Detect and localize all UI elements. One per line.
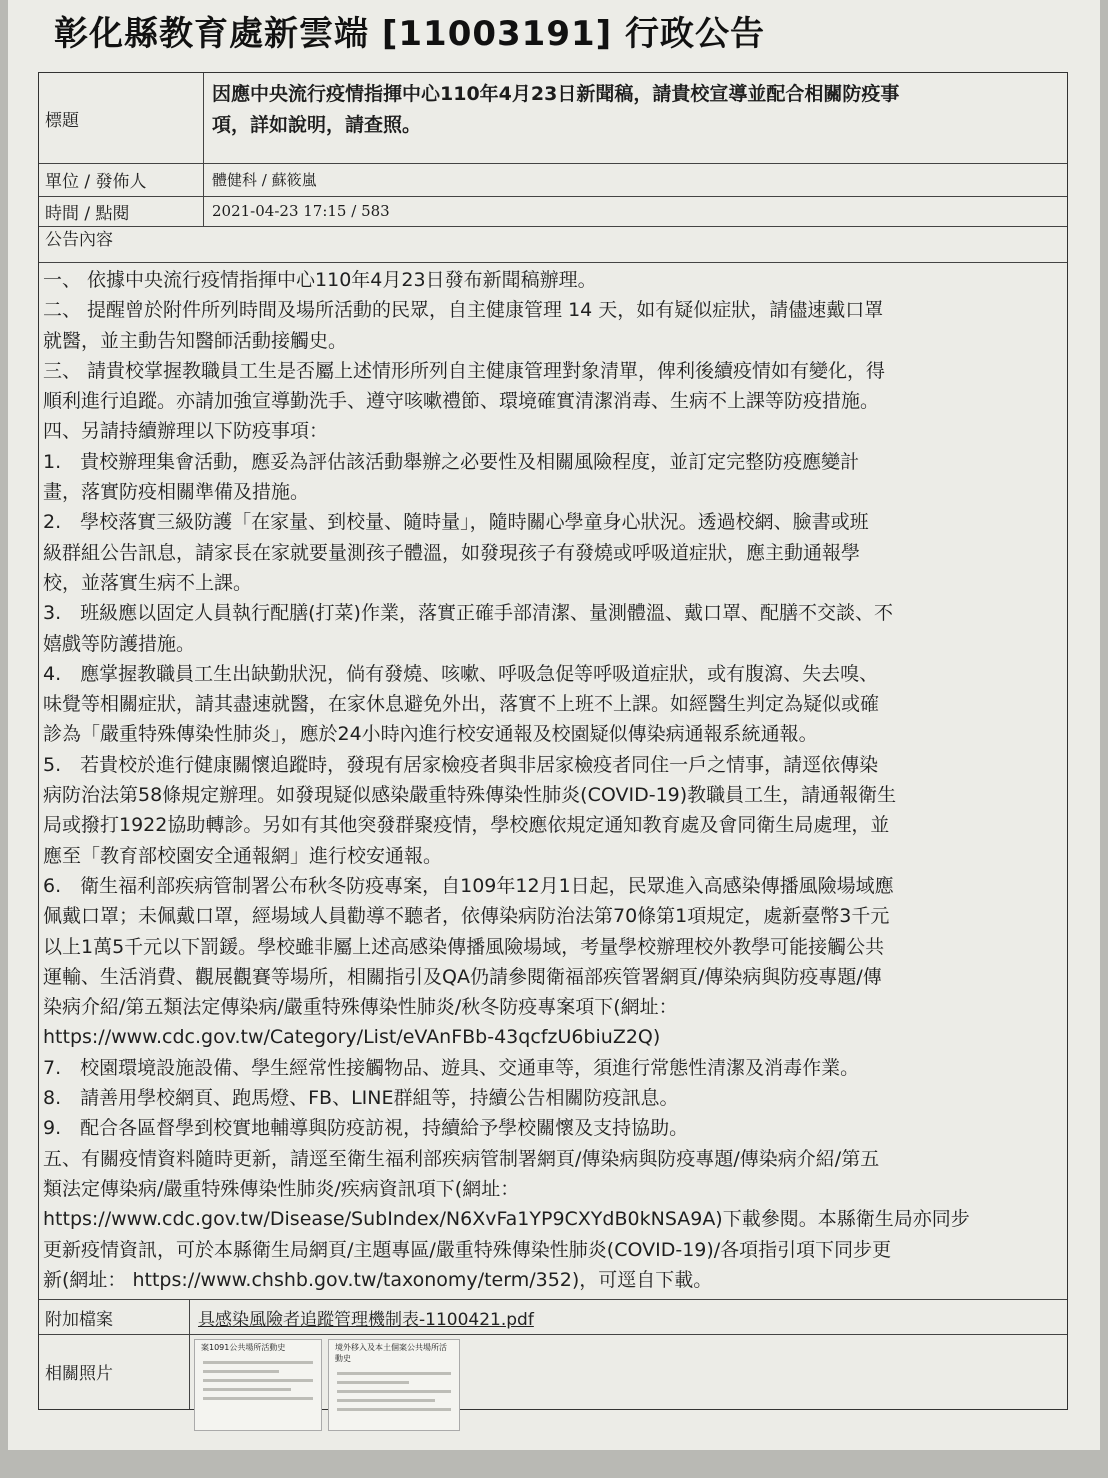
content-label: 公告內容: [45, 230, 113, 250]
content-line: 類法定傳染病/嚴重特殊傳染性肺炎/疾病資訊項下(網址：: [43, 1177, 520, 1200]
content-line: 8. 請善用學校網頁、跑馬燈、FB、LINE群組等，持續公告相關防疫訊息。: [43, 1087, 679, 1110]
attachment-row: [39, 1299, 1067, 1335]
content-line: 3. 班級應以固定人員執行配膳(打菜)作業，落實正確手部清潔、量測體溫、戴口罩、配膳不交談、不: [43, 602, 893, 625]
attachment-link[interactable]: 具感染風險者追蹤管理機制表-1100421.pdf: [198, 1309, 534, 1330]
content-line: 5. 若貴校於進行健康關懷追蹤時，發現有居家檢疫者與非居家檢疫者同住一戶之情事，請逕依傳染: [43, 753, 879, 776]
content-line: https://www.cdc.gov.tw/Category/List/eVAnFBb-43qcfzU6biuZ2Q): [43, 1026, 661, 1049]
content-line: 診為「嚴重特殊傳染性肺炎」，應於24小時內進行校安通報及校園疑似傳染病通報系統通報。: [43, 723, 818, 746]
content-line: 就醫，並主動告知醫師活動接觸史。: [43, 329, 348, 352]
content-line: 應至「教育部校園安全通報網」進行校安通報。: [43, 844, 443, 867]
content-line: 局或撥打1922協助轉診。另如有其他突發群聚疫情，學校應依規定通知教育處及會同衛生局處理，並: [43, 814, 890, 837]
unit-value: 體健科 / 蘇筱嵐: [203, 163, 1067, 196]
content-line: 級群組公告訊息，請家長在家就要量測孩子體溫，如發現孩子有發燒或呼吸道症狀，應主動通報學: [43, 541, 861, 564]
announcement-table: [38, 72, 1068, 1410]
content-line: https://www.cdc.gov.tw/Disease/SubIndex/N6XvFa1YP9CXYdB0kNSA9A)下載參閱。本縣衛生局亦同步: [43, 1208, 970, 1231]
photos-row: [39, 1333, 1067, 1409]
content-line: 2. 學校落實三級防護「在家量、到校量、隨時量」，隨時關心學童身心狀況。透過校網、臉書或班: [43, 511, 869, 534]
photo-thumbnail[interactable]: [328, 1339, 460, 1431]
thumbnail-title: 境外移入及本土個案公共場所活動史: [335, 1343, 447, 1363]
content-line: 一、 依據中央流行疫情指揮中心110年4月23日發布新聞稿辦理。: [43, 269, 597, 291]
content-line: 校，並落實生病不上課。: [43, 571, 253, 594]
content-line: 畫，落實防疫相關準備及措施。: [43, 481, 310, 504]
time-value: 2021-04-23 17:15 / 583: [203, 196, 1067, 226]
photo-thumbnail[interactable]: [194, 1339, 322, 1431]
subject-line: 因應中央流行疫情指揮中心110年4月23日新聞稿，請貴校宣導並配合相關防疫事: [212, 83, 900, 105]
content-line: 以上1萬5千元以下罰鍰。學校雖非屬上述高感染傳播風險場域，考量學校辦理校外教學可能接觸公共: [43, 935, 885, 958]
content-line: 更新疫情資訊，可於本縣衛生局網頁/主題專區/嚴重特殊傳染性肺炎(COVID-19)/各項指引項下同步更: [43, 1238, 892, 1261]
content-line: 7. 校園環境設施設備、學生經常性接觸物品、遊具、交通車等，須進行常態性清潔及消毒作業。: [43, 1056, 860, 1079]
time-row: [39, 196, 1067, 227]
subject-row: [39, 73, 1067, 164]
content-line: 染病介紹/第五類法定傳染病/嚴重特殊傳染性肺炎/秋冬防疫專案項下(網址：: [43, 996, 678, 1019]
content-line: 4. 應掌握教職員工生出缺勤狀況，倘有發燒、咳嗽、呼吸急促等呼吸道症狀，或有腹瀉、失去嗅、: [43, 662, 879, 685]
document-sheet: [8, 0, 1100, 1450]
content-label-row: [39, 226, 1067, 263]
content-line: 運輸、生活消費、觀展觀賽等場所，相關指引及QA仍請參閱衛福部疾管署網頁/傳染病與防疫專題/傳: [43, 965, 882, 988]
content-line: 病防治法第58條規定辦理。如發現疑似感染嚴重特殊傳染性肺炎(COVID-19)教職員工生，請通報衛生: [43, 784, 897, 807]
attachment-cell: [189, 1300, 1067, 1334]
unit-label: 單位 / 發佈人: [45, 172, 147, 192]
subject-line: 項，詳如說明，請查照。: [212, 114, 422, 136]
content-line: 嬉戲等防護措施。: [43, 632, 196, 655]
announcement-body: [39, 265, 1069, 1295]
content-line: 6. 衛生福利部疾病管制署公布秋冬防疫專案，自109年12月1日起，民眾進入高感染傳播風險場域應: [43, 874, 894, 897]
content-line: 二、 提醒曾於附件所列時間及場所活動的民眾，自主健康管理 14 天，如有疑似症狀，請儘速戴口罩: [43, 299, 884, 322]
attachment-label: 附加檔案: [45, 1309, 113, 1330]
content-line: 9. 配合各區督學到校實地輔導與防疫訪視，持續給予學校關懷及支持協助。: [43, 1117, 689, 1140]
subject-value: [203, 73, 1067, 163]
content-line: 1. 貴校辦理集會活動，應妥為評估該活動舉辦之必要性及相關風險程度，並訂定完整防疫應變計: [43, 450, 860, 473]
subject-label: 標題: [45, 110, 79, 131]
content-line: 四、另請持續辦理以下防疫事項：: [43, 420, 329, 443]
content-line: 五、有關疫情資料隨時更新，請逕至衛生福利部疾病管制署網頁/傳染病與防疫專題/傳染病介紹/第五: [43, 1147, 880, 1170]
content-line: 三、 請貴校掌握教職員工生是否屬上述情形所列自主健康管理對象清單，俾利後續疫情如有變化，得: [43, 359, 886, 382]
time-label: 時間 / 點閱: [45, 203, 130, 224]
content-line: 順利進行追蹤。亦請加強宣導勤洗手、遵守咳嗽禮節、環境確實清潔消毒、生病不上課等防疫措施。: [43, 390, 880, 413]
document-title: 彰化縣教育處新雲端 [11003191] 行政公告: [54, 14, 766, 54]
content-line: 佩戴口罩；未佩戴口罩，經場域人員勸導不聽者，依傳染病防治法第70條第1項規定，處新臺幣3千元: [43, 905, 890, 928]
content-line: 味覺等相關症狀，請其盡速就醫，在家休息避免外出，落實不上班不上課。如經醫生判定為疑似或確: [43, 693, 880, 716]
photos-cell: [189, 1333, 1067, 1409]
photos-label: 相關照片: [45, 1363, 113, 1384]
unit-row: [39, 163, 1067, 197]
content-line: 新(網址： https://www.chshb.gov.tw/taxonomy/term/352)，可逕自下載。: [43, 1268, 713, 1291]
thumbnail-title: 案1091公共場所活動史: [201, 1343, 286, 1352]
